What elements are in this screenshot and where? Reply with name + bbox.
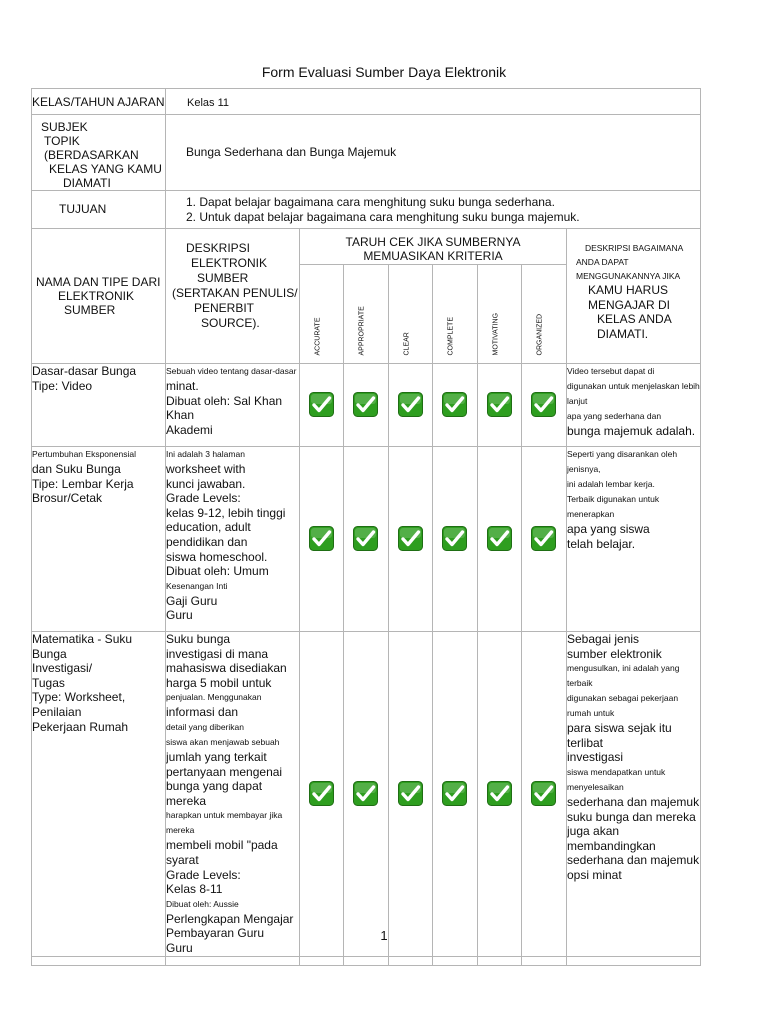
- tujuan-line-1: 1. Dapat belajar bagaimana cara menghitung suku bunga sederhana.: [186, 195, 555, 209]
- desc-line: minat.: [166, 379, 199, 393]
- page-number: 1: [380, 928, 388, 943]
- criteria-organized: ORGANIZED: [522, 265, 567, 364]
- green-check-box-icon: [531, 526, 556, 551]
- check-cell-clear: [389, 447, 433, 632]
- desc-line: Suku bunga: [166, 632, 231, 646]
- check-cell-appropriate: [344, 447, 389, 632]
- green-check-box-icon: [398, 781, 423, 806]
- subjek-row: [32, 115, 701, 191]
- use-line: telah belajar.: [567, 536, 636, 551]
- criteria-accurate: ACCURATE: [300, 265, 344, 364]
- desc-line: Guru: [166, 940, 193, 955]
- green-check-box-icon: [531, 781, 556, 806]
- resource-desc-cell: [166, 364, 300, 447]
- resource-row-1: [32, 364, 701, 447]
- resource-name-cell: [32, 364, 166, 447]
- resource-row-2: [32, 447, 701, 632]
- green-check-box-icon: [531, 392, 556, 417]
- check-cell-accurate: [300, 364, 344, 447]
- use-line: digunakan sebagai pekerjaan rumah untuk: [567, 693, 679, 719]
- desc-line: Gaji Guru: [166, 593, 218, 608]
- criteria-motivating: MOTIVATING: [478, 265, 522, 364]
- check-cell-organized: [522, 447, 567, 632]
- use-line: sederhana dan majemuk: [567, 853, 700, 868]
- form-title: Form Evaluasi Sumber Daya Elektronik: [261, 64, 507, 80]
- tujuan-label-cell: [32, 191, 166, 229]
- green-check-box-icon: [309, 781, 334, 806]
- check-cell-complete: [433, 447, 478, 632]
- desc-line: kelas 9-12, lebih tinggi: [166, 505, 286, 520]
- desc-line: education, adult: [166, 520, 251, 535]
- desc-line: Akademi: [166, 422, 213, 437]
- kelas-value: Kelas 11: [187, 97, 229, 109]
- resource-desc-cell: [166, 632, 300, 957]
- criteria-clear: CLEAR: [389, 265, 433, 364]
- use-line: Sebagai jenis: [567, 632, 640, 646]
- desc-line: investigasi di mana: [166, 646, 269, 661]
- use-line: Seperti yang disarankan oleh jenisnya,: [567, 449, 678, 474]
- desc-line: penjualan. Menggunakan: [166, 692, 262, 703]
- name-line: Penilaian: [32, 704, 82, 719]
- desc-line: Perlengkapan Mengajar: [166, 911, 294, 926]
- resource-name-cell: [32, 632, 166, 957]
- desc-line: Kesenangan Inti: [166, 580, 228, 591]
- resource-name-cell: [32, 447, 166, 632]
- use-line: ini adalah lembar kerja.: [567, 479, 655, 489]
- use-line: apa yang sederhana dan: [567, 411, 662, 421]
- use-line: bunga majemuk adalah.: [567, 424, 696, 438]
- header-row-1: [32, 229, 701, 265]
- use-line: investigasi: [567, 750, 624, 765]
- desc-line: Dibuat oleh: Sal Khan: [166, 393, 283, 408]
- resource-row-3: [32, 632, 701, 957]
- use-line: sederhana dan majemuk: [567, 794, 700, 809]
- kelas-row: [32, 89, 701, 115]
- name-line: Investigasi/: [32, 661, 93, 676]
- name-line: Tipe: Lembar Kerja: [32, 476, 134, 491]
- desc-line: mahasiswa disediakan: [166, 661, 287, 676]
- use-line: juga akan membandingkan: [567, 824, 656, 853]
- use-line: sumber elektronik: [567, 646, 662, 661]
- desc-line: syarat: [166, 852, 199, 867]
- subjek-label: SUBJEK TOPIK (BERDASARKAN KELAS YANG KAMU DIAMATI: [41, 120, 162, 190]
- resource-desc-cell: [166, 447, 300, 632]
- header-desc-cell: DESKRIPSI ELEKTRONIK SUMBER (SERTAKAN PENULIS/ PENERBIT SOURCE).: [166, 229, 300, 364]
- desc-line: Khan: [166, 408, 195, 423]
- desc-line: harga 5 mobil untuk: [166, 675, 272, 690]
- use-line: suku bunga dan mereka: [567, 809, 696, 824]
- check-cell-motivating: [478, 364, 522, 447]
- check-cell-motivating: [478, 632, 522, 957]
- green-check-box-icon: [442, 526, 467, 551]
- green-check-box-icon: [309, 526, 334, 551]
- check-cell-accurate: [300, 447, 344, 632]
- desc-line: bunga yang dapat mereka: [166, 779, 263, 808]
- subjek-value-cell: [166, 115, 701, 191]
- use-line: siswa mendapatkan untuk menyelesaikan: [567, 766, 666, 792]
- name-line: Type: Worksheet,: [32, 690, 126, 705]
- kelas-label: KELAS/TAHUN AJARAN: [32, 95, 165, 109]
- name-line: Tipe: Video: [32, 378, 93, 393]
- resource-use-cell: [567, 632, 701, 957]
- desc-line: Sebuah video tentang dasar-dasar: [166, 366, 297, 376]
- use-line: digunakan untuk menjelaskan lebih lanjut: [567, 381, 700, 406]
- kelas-label-cell: [32, 89, 166, 115]
- green-check-box-icon: [309, 392, 334, 417]
- criteria-complete: COMPLETE: [433, 265, 478, 364]
- desc-line: Ini adalah 3 halaman: [166, 449, 245, 459]
- check-cell-appropriate: [344, 632, 389, 957]
- resource-use-cell: [567, 364, 701, 447]
- desc-line: siswa homeschool.: [166, 549, 268, 564]
- use-line: mengusulkan, ini adalah yang terbaik: [567, 663, 680, 689]
- desc-line: siswa akan menjawab sebuah: [166, 736, 280, 747]
- green-check-box-icon: [353, 781, 378, 806]
- desc-line: jumlah yang terkait: [166, 749, 267, 764]
- tujuan-row: [32, 191, 701, 229]
- green-check-box-icon: [398, 526, 423, 551]
- check-cell-complete: [433, 364, 478, 447]
- desc-line: kunci jawaban.: [166, 476, 246, 491]
- desc-line: Kelas 8-11: [166, 882, 223, 897]
- desc-line: detail yang diberikan: [166, 721, 244, 732]
- desc-line: membeli mobil "pada: [166, 838, 278, 853]
- check-cell-complete: [433, 632, 478, 957]
- desc-line: pendidikan dan: [166, 534, 248, 549]
- check-cell-appropriate: [344, 364, 389, 447]
- desc-line: Grade Levels:: [166, 491, 241, 506]
- check-cell-clear: [389, 632, 433, 957]
- green-check-box-icon: [442, 781, 467, 806]
- desc-line: Guru: [166, 608, 193, 623]
- use-line: Terbaik digunakan untuk menerapkan: [567, 494, 660, 519]
- table-continuation-row: [32, 956, 701, 965]
- name-line: Matematika - Suku Bunga: [32, 632, 133, 661]
- subjek-value: Bunga Sederhana dan Bunga Majemuk: [186, 145, 397, 160]
- criteria-appropriate: APPROPRIATE: [344, 265, 389, 364]
- tujuan-label: TUJUAN: [59, 202, 107, 217]
- green-check-box-icon: [487, 781, 512, 806]
- header-name-cell: NAMA DAN TIPE DARI ELEKTRONIK SUMBER: [32, 229, 166, 364]
- use-line: apa yang siswa: [567, 522, 650, 536]
- tujuan-value-cell: [166, 191, 701, 229]
- desc-line: informasi dan: [166, 705, 239, 720]
- evaluation-table: [31, 88, 701, 966]
- green-check-box-icon: [353, 526, 378, 551]
- green-check-box-icon: [442, 392, 467, 417]
- header-use-cell: DESKRIPSI BAGAIMANA ANDA DAPAT MENGGUNAKANNYA JIKA KAMU HARUS MENGAJAR DI KELAS ANDA DIAMATI.: [567, 229, 701, 364]
- green-check-box-icon: [398, 392, 423, 417]
- subjek-label-cell: [32, 115, 166, 191]
- green-check-box-icon: [353, 392, 378, 417]
- use-line: terlibat: [567, 735, 604, 750]
- desc-line: Grade Levels:: [166, 867, 241, 882]
- tujuan-line-2: 2. Untuk dapat belajar bagaimana cara menghitung suku bunga majemuk.: [186, 210, 580, 224]
- green-check-box-icon: [487, 526, 512, 551]
- desc-line: Dibuat oleh: Umum: [166, 564, 269, 579]
- resource-use-cell: [567, 447, 701, 632]
- use-line: opsi minat: [567, 867, 622, 882]
- name-line: Tugas: [32, 675, 65, 690]
- desc-line: worksheet with: [166, 462, 246, 476]
- desc-line: pertanyaan mengenai: [166, 764, 283, 779]
- check-cell-accurate: [300, 632, 344, 957]
- name-line: Pekerjaan Rumah: [32, 719, 129, 734]
- check-cell-organized: [522, 632, 567, 957]
- green-check-box-icon: [487, 392, 512, 417]
- use-line: para siswa sejak itu: [567, 721, 672, 736]
- desc-line: harapkan untuk membayar jika mereka: [166, 810, 283, 836]
- check-cell-motivating: [478, 447, 522, 632]
- kelas-value-cell: [166, 89, 701, 115]
- name-line: dan Suku Bunga: [32, 462, 121, 476]
- criteria-title-cell: TARUH CEK JIKA SUMBERNYA MEMUASIKAN KRITERIA: [300, 229, 567, 265]
- name-line: Brosur/Cetak: [32, 491, 103, 506]
- desc-line: Pembayaran Guru: [166, 926, 265, 941]
- check-cell-organized: [522, 364, 567, 447]
- check-cell-clear: [389, 364, 433, 447]
- desc-line: Dibuat oleh: Aussie: [166, 898, 239, 909]
- name-line: Pertumbuhan Eksponensial: [32, 449, 136, 459]
- name-line: Dasar-dasar Bunga: [32, 364, 137, 378]
- use-line: Video tersebut dapat di: [567, 366, 655, 376]
